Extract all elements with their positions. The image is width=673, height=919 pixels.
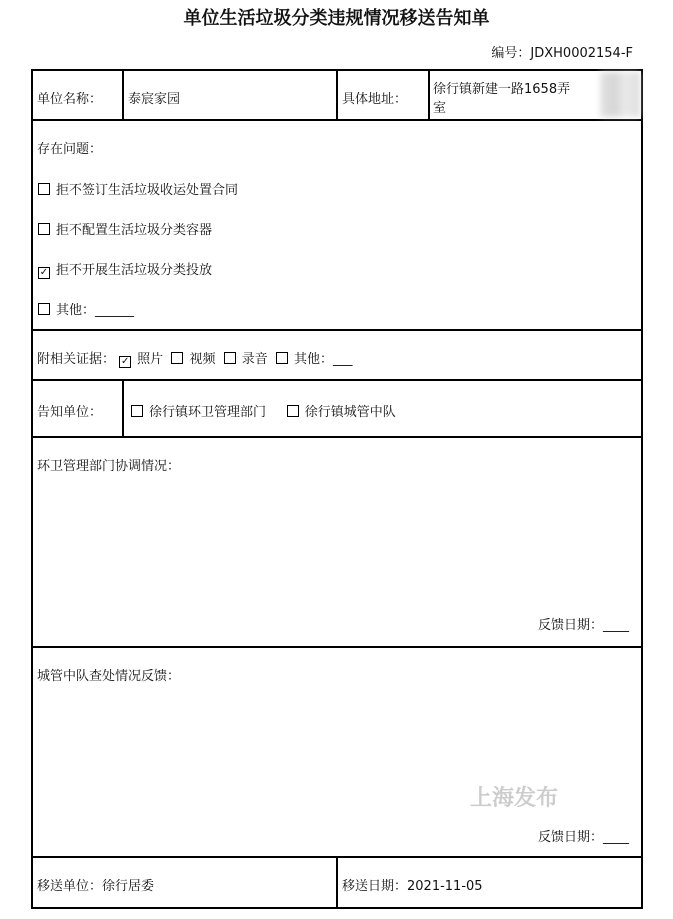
notify-options bbox=[131, 401, 396, 420]
sanitation-feedback-date: 反馈日期：____ bbox=[537, 618, 629, 633]
divider bbox=[336, 70, 338, 120]
checkbox[interactable] bbox=[287, 405, 299, 417]
notify-option: 徐行镇城管中队 bbox=[304, 405, 396, 420]
address-value: 徐行镇新建一路1658弄 bbox=[433, 82, 571, 97]
problem-item[interactable] bbox=[38, 259, 212, 279]
redacted-area bbox=[600, 72, 640, 117]
evidence-option: 视频 bbox=[189, 352, 216, 367]
transfer-date: 移送日期：2021-11-05 bbox=[342, 879, 483, 894]
divider bbox=[122, 70, 124, 120]
problem-item[interactable] bbox=[38, 219, 212, 238]
divider bbox=[32, 329, 642, 331]
divider bbox=[122, 380, 124, 437]
problem-label: 其他：______ bbox=[56, 303, 135, 318]
evidence-option: 其他：___ bbox=[294, 352, 353, 367]
notify-label: 告知单位： bbox=[37, 405, 103, 420]
watermark-logo: 上海发布 bbox=[470, 786, 559, 811]
sanitation-label: 环卫管理部门协调情况： bbox=[37, 459, 181, 474]
checkbox[interactable] bbox=[224, 352, 236, 364]
evidence-option: 录音 bbox=[241, 352, 268, 367]
address-label: 具体地址： bbox=[342, 92, 408, 107]
divider bbox=[336, 857, 338, 907]
document-number: 编号：JDXH0002154-F bbox=[491, 46, 633, 61]
checkbox-checked[interactable]: ✓ bbox=[120, 356, 130, 367]
checkbox[interactable] bbox=[38, 223, 50, 235]
problem-item[interactable] bbox=[38, 299, 134, 318]
page-title: 单位生活垃圾分类违规情况移送告知单 bbox=[183, 8, 490, 29]
checkbox-checked[interactable]: ✓ bbox=[39, 267, 49, 278]
problems-label: 存在问题： bbox=[37, 142, 103, 157]
evidence-label: 附相关证据： bbox=[37, 352, 116, 367]
checkbox[interactable] bbox=[276, 352, 288, 364]
divider bbox=[32, 646, 642, 648]
notify-option: 徐行镇环卫管理部门 bbox=[149, 405, 267, 420]
checkbox[interactable] bbox=[171, 352, 183, 364]
address-value-line2: 室 bbox=[433, 101, 447, 116]
urban-label: 城管中队查处情况反馈： bbox=[37, 669, 181, 684]
checkbox[interactable] bbox=[38, 303, 50, 315]
urban-feedback-date: 反馈日期：____ bbox=[537, 830, 629, 845]
problem-label: 拒不签订生活垃圾收运处置合同 bbox=[56, 183, 239, 198]
problem-label: 拒不开展生活垃圾分类投放 bbox=[56, 263, 213, 278]
unit-name-value: 泰宸家园 bbox=[128, 92, 181, 107]
checkbox[interactable] bbox=[131, 405, 143, 417]
unit-name-label: 单位名称： bbox=[37, 92, 103, 107]
evidence-option: 照片 bbox=[137, 352, 164, 367]
problem-label: 拒不配置生活垃圾分类容器 bbox=[56, 223, 213, 238]
transfer-unit: 移送单位：徐行居委 bbox=[37, 879, 155, 894]
divider bbox=[428, 70, 430, 120]
problem-item[interactable] bbox=[38, 179, 238, 198]
checkbox[interactable] bbox=[38, 183, 50, 195]
evidence-row bbox=[37, 348, 353, 368]
